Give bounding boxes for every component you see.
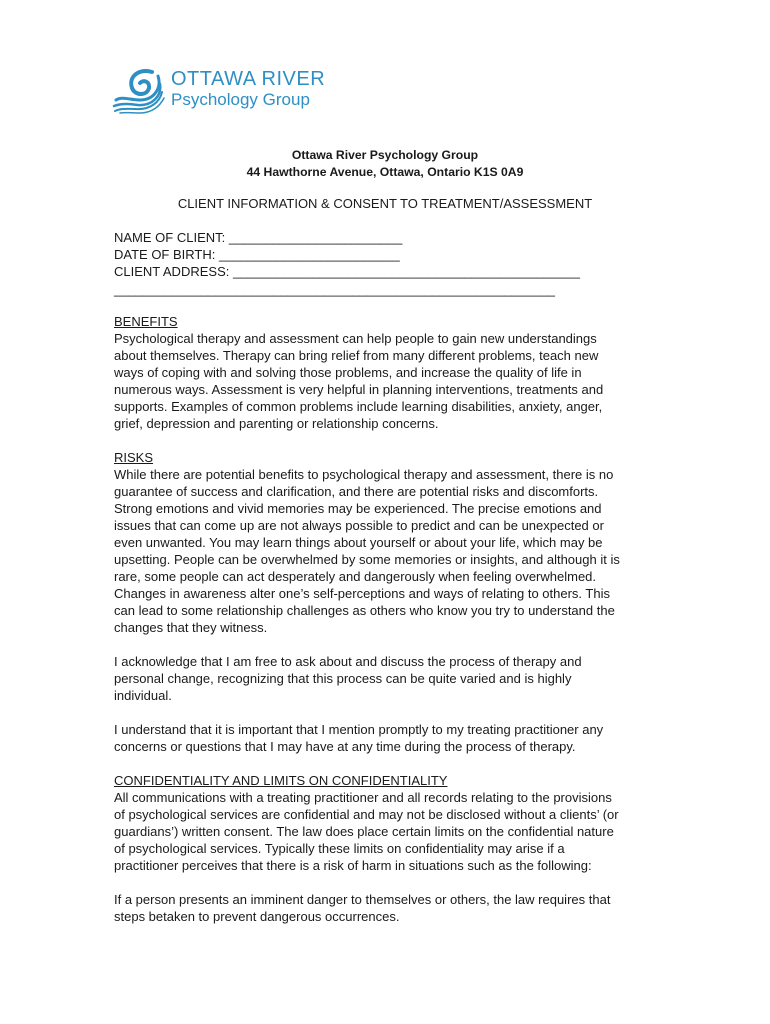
org-name: Ottawa River Psychology Group (291, 148, 479, 162)
paragraph-line: can lead to some relationship challenges as others who know you try to understand the (114, 603, 615, 618)
paragraph-line: numerous ways. Assessment is very helpful in planning interventions, treatments and (114, 382, 604, 397)
understand-paragraph (114, 721, 659, 755)
paragraph-line: guarantee of success and clarification, and there are potential risks and discomforts. (114, 484, 599, 499)
paragraph-line: guardians’) written consent. The law does place certain limits on the confidential nature (114, 824, 614, 839)
logo-line2: Psychology Group (171, 90, 310, 109)
paragraph-line: Strong emotions and vivid memories may be experienced. The precise emotions and (114, 501, 602, 516)
acknowledge-paragraph (114, 653, 659, 704)
paragraph-line: While there are potential benefits to psychological therapy and assessment, there is no (114, 467, 614, 482)
client-name-field[interactable]: NAME OF CLIENT: ________________________ (114, 230, 403, 245)
confidentiality-section (114, 772, 659, 874)
benefits-section (114, 313, 659, 432)
document-title: CLIENT INFORMATION & CONSENT TO TREATMENT/ASSESSMENT (177, 196, 593, 211)
paragraph-line: Psychological therapy and assessment can help people to gain new understandings (114, 331, 597, 346)
paragraph-line: personal change, recognizing that this process can be quite varied and is highly (114, 671, 572, 686)
org-address: 44 Hawthorne Avenue, Ottawa, Ontario K1S 0A9 (246, 165, 524, 179)
paragraph-line: about themselves. Therapy can bring relief from many different problems, teach new (114, 348, 599, 363)
wave-swirl-icon (112, 66, 170, 114)
paragraph-line: I acknowledge that I am free to ask about and discuss the process of therapy and (114, 654, 582, 669)
paragraph-line: grief, depression and parenting or relationship concerns. (114, 416, 439, 431)
paragraph-line: Changes in awareness alter one’s self-perceptions and ways of relating to others. This (114, 586, 610, 601)
risks-section (114, 449, 659, 636)
risks-heading: RISKS (114, 450, 154, 465)
client-address-field-line2[interactable]: _____________________________________________________________ (114, 281, 556, 297)
paragraph-line: ways of coping with and solving those problems, and increase the quality of life in (114, 365, 582, 380)
document-body (114, 313, 659, 925)
paragraph-line: concerns or questions that I may have at any time during the process of therapy. (114, 739, 576, 754)
paragraph-line: All communications with a treating practitioner and all records relating to the provisions (114, 790, 612, 805)
logo (112, 66, 326, 116)
paragraph-line: of psychological services are confidential and may not be disclosed without a clients’ (or (114, 807, 619, 822)
danger-paragraph (114, 891, 659, 925)
benefits-heading: BENEFITS (114, 314, 178, 329)
paragraph-line: even unwanted. You may learn things about yourself or about your life, which may be (114, 535, 603, 550)
paragraph-line: individual. (114, 688, 172, 703)
paragraph-line: changes that they witness. (114, 620, 268, 635)
paragraph-line: If a person presents an imminent danger to themselves or others, the law requires that (114, 892, 611, 907)
letterhead (0, 147, 770, 181)
paragraph-line: issues that can come up are not always possible to predict and can be unexpected or (114, 518, 604, 533)
client-address-field[interactable]: CLIENT ADDRESS: ________________________________________________ (114, 264, 581, 280)
paragraph-line: I understand that it is important that I mention promptly to my treating practitioner any (114, 722, 604, 737)
paragraph-line: steps betaken to prevent dangerous occurrences. (114, 909, 400, 924)
paragraph-line: practitioner perceives that there is a risk of harm in situations such as the following: (114, 858, 592, 873)
paragraph-line: upsetting. People can be overwhelmed by some memories or insights, and although it is (114, 552, 620, 567)
paragraph-line: supports. Examples of common problems include learning disabilities, anxiety, anger, (114, 399, 603, 414)
client-info-fields (114, 229, 580, 298)
logo-line1: OTTAWA RIVER (171, 68, 326, 90)
date-of-birth-field[interactable]: DATE OF BIRTH: _________________________ (114, 247, 400, 263)
paragraph-line: of psychological services. Typically these limits on confidentiality may arise if a (114, 841, 565, 856)
confidentiality-heading: CONFIDENTIALITY AND LIMITS ON CONFIDENTIALITY (114, 773, 448, 788)
paragraph-line: rare, some people can act desperately and dangerously when feeling overwhelmed. (114, 569, 597, 584)
